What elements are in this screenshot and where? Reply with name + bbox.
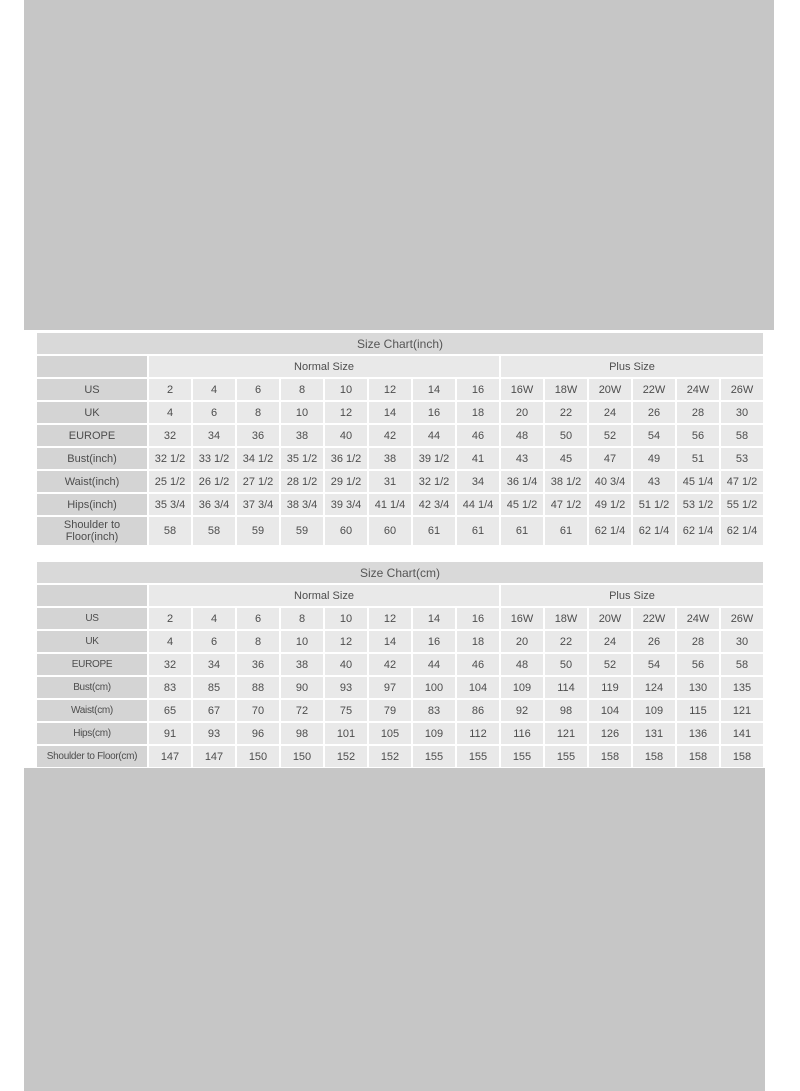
value-cell: 42 [369, 425, 411, 446]
value-cell: 47 [589, 448, 631, 469]
value-cell: 4 [193, 608, 235, 629]
value-cell: 16 [413, 402, 455, 423]
value-cell: 54 [633, 425, 675, 446]
value-cell: 42 3/4 [413, 494, 455, 515]
value-cell: 72 [281, 700, 323, 721]
table-title-row [37, 333, 763, 354]
value-cell: 42 [369, 654, 411, 675]
group-header-row [37, 356, 763, 377]
product-image-placeholder-bottom [24, 768, 765, 1091]
value-cell: 4 [193, 379, 235, 400]
row-label: UK [37, 402, 147, 423]
table-row [37, 448, 763, 469]
value-cell: 152 [325, 746, 367, 767]
value-cell: 119 [589, 677, 631, 698]
value-cell: 58 [721, 654, 763, 675]
value-cell: 98 [281, 723, 323, 744]
value-cell: 109 [633, 700, 675, 721]
value-cell: 45 1/4 [677, 471, 719, 492]
value-cell: 36 [237, 654, 279, 675]
value-cell: 121 [721, 700, 763, 721]
table-row [37, 494, 763, 515]
value-cell: 47 1/2 [545, 494, 587, 515]
value-cell: 44 [413, 425, 455, 446]
value-cell: 32 [149, 425, 191, 446]
value-cell: 18 [457, 631, 499, 652]
value-cell: 155 [545, 746, 587, 767]
value-cell: 155 [457, 746, 499, 767]
value-cell: 62 1/4 [589, 517, 631, 545]
product-image-placeholder-top [24, 0, 774, 330]
row-label: Hips(inch) [37, 494, 147, 515]
value-cell: 43 [501, 448, 543, 469]
group-header-plus-size: Plus Size [501, 585, 763, 606]
row-label: Hips(cm) [37, 723, 147, 744]
row-label: EUROPE [37, 425, 147, 446]
size-chart-section [35, 331, 765, 769]
value-cell: 60 [369, 517, 411, 545]
value-cell: 4 [149, 402, 191, 423]
value-cell: 50 [545, 425, 587, 446]
value-cell: 12 [369, 608, 411, 629]
value-cell: 61 [457, 517, 499, 545]
value-cell: 61 [501, 517, 543, 545]
value-cell: 136 [677, 723, 719, 744]
value-cell: 158 [677, 746, 719, 767]
table-row [37, 677, 763, 698]
value-cell: 34 [193, 425, 235, 446]
value-cell: 112 [457, 723, 499, 744]
row-label: UK [37, 631, 147, 652]
row-label: Shoulder to Floor(cm) [37, 746, 147, 767]
value-cell: 67 [193, 700, 235, 721]
value-cell: 24W [677, 379, 719, 400]
value-cell: 35 1/2 [281, 448, 323, 469]
value-cell: 14 [369, 402, 411, 423]
value-cell: 104 [457, 677, 499, 698]
value-cell: 22W [633, 608, 675, 629]
value-cell: 39 1/2 [413, 448, 455, 469]
group-header-normal-size: Normal Size [149, 356, 499, 377]
value-cell: 104 [589, 700, 631, 721]
value-cell: 45 1/2 [501, 494, 543, 515]
value-cell: 39 3/4 [325, 494, 367, 515]
table-title: Size Chart(cm) [37, 562, 763, 583]
value-cell: 20W [589, 608, 631, 629]
value-cell: 45 [545, 448, 587, 469]
value-cell: 8 [281, 379, 323, 400]
value-cell: 49 [633, 448, 675, 469]
value-cell: 92 [501, 700, 543, 721]
value-cell: 109 [413, 723, 455, 744]
row-label: Waist(cm) [37, 700, 147, 721]
value-cell: 31 [369, 471, 411, 492]
value-cell: 49 1/2 [589, 494, 631, 515]
table-row [37, 631, 763, 652]
value-cell: 18W [545, 379, 587, 400]
value-cell: 27 1/2 [237, 471, 279, 492]
table-row [37, 608, 763, 629]
table-row [37, 471, 763, 492]
value-cell: 14 [369, 631, 411, 652]
value-cell: 12 [325, 402, 367, 423]
table-row [37, 379, 763, 400]
value-cell: 158 [633, 746, 675, 767]
table-row [37, 654, 763, 675]
size-chart-cm-table [35, 560, 765, 769]
value-cell: 43 [633, 471, 675, 492]
value-cell: 38 [369, 448, 411, 469]
value-cell: 14 [413, 608, 455, 629]
value-cell: 44 [413, 654, 455, 675]
value-cell: 28 1/2 [281, 471, 323, 492]
value-cell: 116 [501, 723, 543, 744]
value-cell: 2 [149, 379, 191, 400]
value-cell: 53 1/2 [677, 494, 719, 515]
row-label: Shoulder to Floor(inch) [37, 517, 147, 545]
value-cell: 59 [237, 517, 279, 545]
value-cell: 38 1/2 [545, 471, 587, 492]
value-cell: 6 [193, 402, 235, 423]
value-cell: 41 [457, 448, 499, 469]
row-label: US [37, 379, 147, 400]
value-cell: 20 [501, 631, 543, 652]
value-cell: 32 [149, 654, 191, 675]
table-row [37, 425, 763, 446]
value-cell: 12 [325, 631, 367, 652]
value-cell: 98 [545, 700, 587, 721]
value-cell: 38 [281, 425, 323, 446]
value-cell: 150 [281, 746, 323, 767]
value-cell: 100 [413, 677, 455, 698]
value-cell: 6 [193, 631, 235, 652]
value-cell: 97 [369, 677, 411, 698]
group-header-row [37, 585, 763, 606]
value-cell: 121 [545, 723, 587, 744]
value-cell: 101 [325, 723, 367, 744]
value-cell: 29 1/2 [325, 471, 367, 492]
value-cell: 86 [457, 700, 499, 721]
table-row [37, 700, 763, 721]
value-cell: 8 [281, 608, 323, 629]
table-row [37, 723, 763, 744]
value-cell: 58 [721, 425, 763, 446]
value-cell: 141 [721, 723, 763, 744]
value-cell: 22 [545, 402, 587, 423]
value-cell: 158 [721, 746, 763, 767]
value-cell: 22 [545, 631, 587, 652]
value-cell: 85 [193, 677, 235, 698]
value-cell: 36 [237, 425, 279, 446]
value-cell: 62 1/4 [677, 517, 719, 545]
value-cell: 10 [281, 402, 323, 423]
value-cell: 54 [633, 654, 675, 675]
value-cell: 33 1/2 [193, 448, 235, 469]
value-cell: 36 1/2 [325, 448, 367, 469]
value-cell: 55 1/2 [721, 494, 763, 515]
value-cell: 114 [545, 677, 587, 698]
size-chart-inch-table [35, 331, 765, 547]
value-cell: 26 [633, 631, 675, 652]
value-cell: 52 [589, 654, 631, 675]
value-cell: 30 [721, 402, 763, 423]
value-cell: 152 [369, 746, 411, 767]
value-cell: 62 1/4 [633, 517, 675, 545]
value-cell: 130 [677, 677, 719, 698]
value-cell: 25 1/2 [149, 471, 191, 492]
value-cell: 147 [193, 746, 235, 767]
value-cell: 105 [369, 723, 411, 744]
value-cell: 16 [457, 379, 499, 400]
value-cell: 6 [237, 379, 279, 400]
value-cell: 52 [589, 425, 631, 446]
value-cell: 48 [501, 425, 543, 446]
row-label: Bust(inch) [37, 448, 147, 469]
value-cell: 8 [237, 402, 279, 423]
value-cell: 40 [325, 654, 367, 675]
value-cell: 26W [721, 379, 763, 400]
value-cell: 20 [501, 402, 543, 423]
value-cell: 88 [237, 677, 279, 698]
value-cell: 26 [633, 402, 675, 423]
value-cell: 96 [237, 723, 279, 744]
row-label: Waist(inch) [37, 471, 147, 492]
value-cell: 10 [325, 379, 367, 400]
value-cell: 62 1/4 [721, 517, 763, 545]
value-cell: 115 [677, 700, 719, 721]
value-cell: 32 1/2 [413, 471, 455, 492]
value-cell: 75 [325, 700, 367, 721]
row-label: EUROPE [37, 654, 147, 675]
value-cell: 41 1/4 [369, 494, 411, 515]
value-cell: 26W [721, 608, 763, 629]
value-cell: 34 [193, 654, 235, 675]
group-header-normal-size: Normal Size [149, 585, 499, 606]
value-cell: 14 [413, 379, 455, 400]
value-cell: 10 [281, 631, 323, 652]
corner-cell [37, 585, 147, 606]
value-cell: 10 [325, 608, 367, 629]
value-cell: 6 [237, 608, 279, 629]
value-cell: 22W [633, 379, 675, 400]
value-cell: 46 [457, 425, 499, 446]
value-cell: 16 [457, 608, 499, 629]
value-cell: 4 [149, 631, 191, 652]
value-cell: 24 [589, 631, 631, 652]
value-cell: 40 [325, 425, 367, 446]
value-cell: 20W [589, 379, 631, 400]
group-header-plus-size: Plus Size [501, 356, 763, 377]
table-row [37, 402, 763, 423]
value-cell: 38 3/4 [281, 494, 323, 515]
value-cell: 34 [457, 471, 499, 492]
value-cell: 38 [281, 654, 323, 675]
value-cell: 109 [501, 677, 543, 698]
value-cell: 51 1/2 [633, 494, 675, 515]
value-cell: 26 1/2 [193, 471, 235, 492]
value-cell: 2 [149, 608, 191, 629]
value-cell: 24 [589, 402, 631, 423]
value-cell: 58 [193, 517, 235, 545]
value-cell: 83 [149, 677, 191, 698]
value-cell: 60 [325, 517, 367, 545]
value-cell: 61 [545, 517, 587, 545]
value-cell: 53 [721, 448, 763, 469]
value-cell: 18W [545, 608, 587, 629]
value-cell: 59 [281, 517, 323, 545]
value-cell: 51 [677, 448, 719, 469]
value-cell: 28 [677, 631, 719, 652]
value-cell: 36 1/4 [501, 471, 543, 492]
value-cell: 47 1/2 [721, 471, 763, 492]
table-title-row [37, 562, 763, 583]
value-cell: 18 [457, 402, 499, 423]
value-cell: 12 [369, 379, 411, 400]
value-cell: 44 1/4 [457, 494, 499, 515]
row-label: US [37, 608, 147, 629]
value-cell: 65 [149, 700, 191, 721]
value-cell: 28 [677, 402, 719, 423]
value-cell: 16W [501, 608, 543, 629]
value-cell: 48 [501, 654, 543, 675]
value-cell: 16W [501, 379, 543, 400]
value-cell: 46 [457, 654, 499, 675]
value-cell: 124 [633, 677, 675, 698]
value-cell: 155 [501, 746, 543, 767]
value-cell: 147 [149, 746, 191, 767]
value-cell: 56 [677, 425, 719, 446]
value-cell: 30 [721, 631, 763, 652]
value-cell: 131 [633, 723, 675, 744]
corner-cell [37, 356, 147, 377]
table-row [37, 746, 763, 767]
value-cell: 135 [721, 677, 763, 698]
value-cell: 61 [413, 517, 455, 545]
value-cell: 34 1/2 [237, 448, 279, 469]
value-cell: 91 [149, 723, 191, 744]
value-cell: 37 3/4 [237, 494, 279, 515]
value-cell: 58 [149, 517, 191, 545]
table-title: Size Chart(inch) [37, 333, 763, 354]
value-cell: 56 [677, 654, 719, 675]
value-cell: 93 [193, 723, 235, 744]
value-cell: 16 [413, 631, 455, 652]
value-cell: 79 [369, 700, 411, 721]
value-cell: 40 3/4 [589, 471, 631, 492]
value-cell: 150 [237, 746, 279, 767]
row-label: Bust(cm) [37, 677, 147, 698]
value-cell: 8 [237, 631, 279, 652]
value-cell: 32 1/2 [149, 448, 191, 469]
value-cell: 50 [545, 654, 587, 675]
value-cell: 24W [677, 608, 719, 629]
value-cell: 35 3/4 [149, 494, 191, 515]
value-cell: 126 [589, 723, 631, 744]
value-cell: 158 [589, 746, 631, 767]
table-row [37, 517, 763, 545]
value-cell: 83 [413, 700, 455, 721]
value-cell: 70 [237, 700, 279, 721]
value-cell: 155 [413, 746, 455, 767]
value-cell: 93 [325, 677, 367, 698]
value-cell: 36 3/4 [193, 494, 235, 515]
value-cell: 90 [281, 677, 323, 698]
